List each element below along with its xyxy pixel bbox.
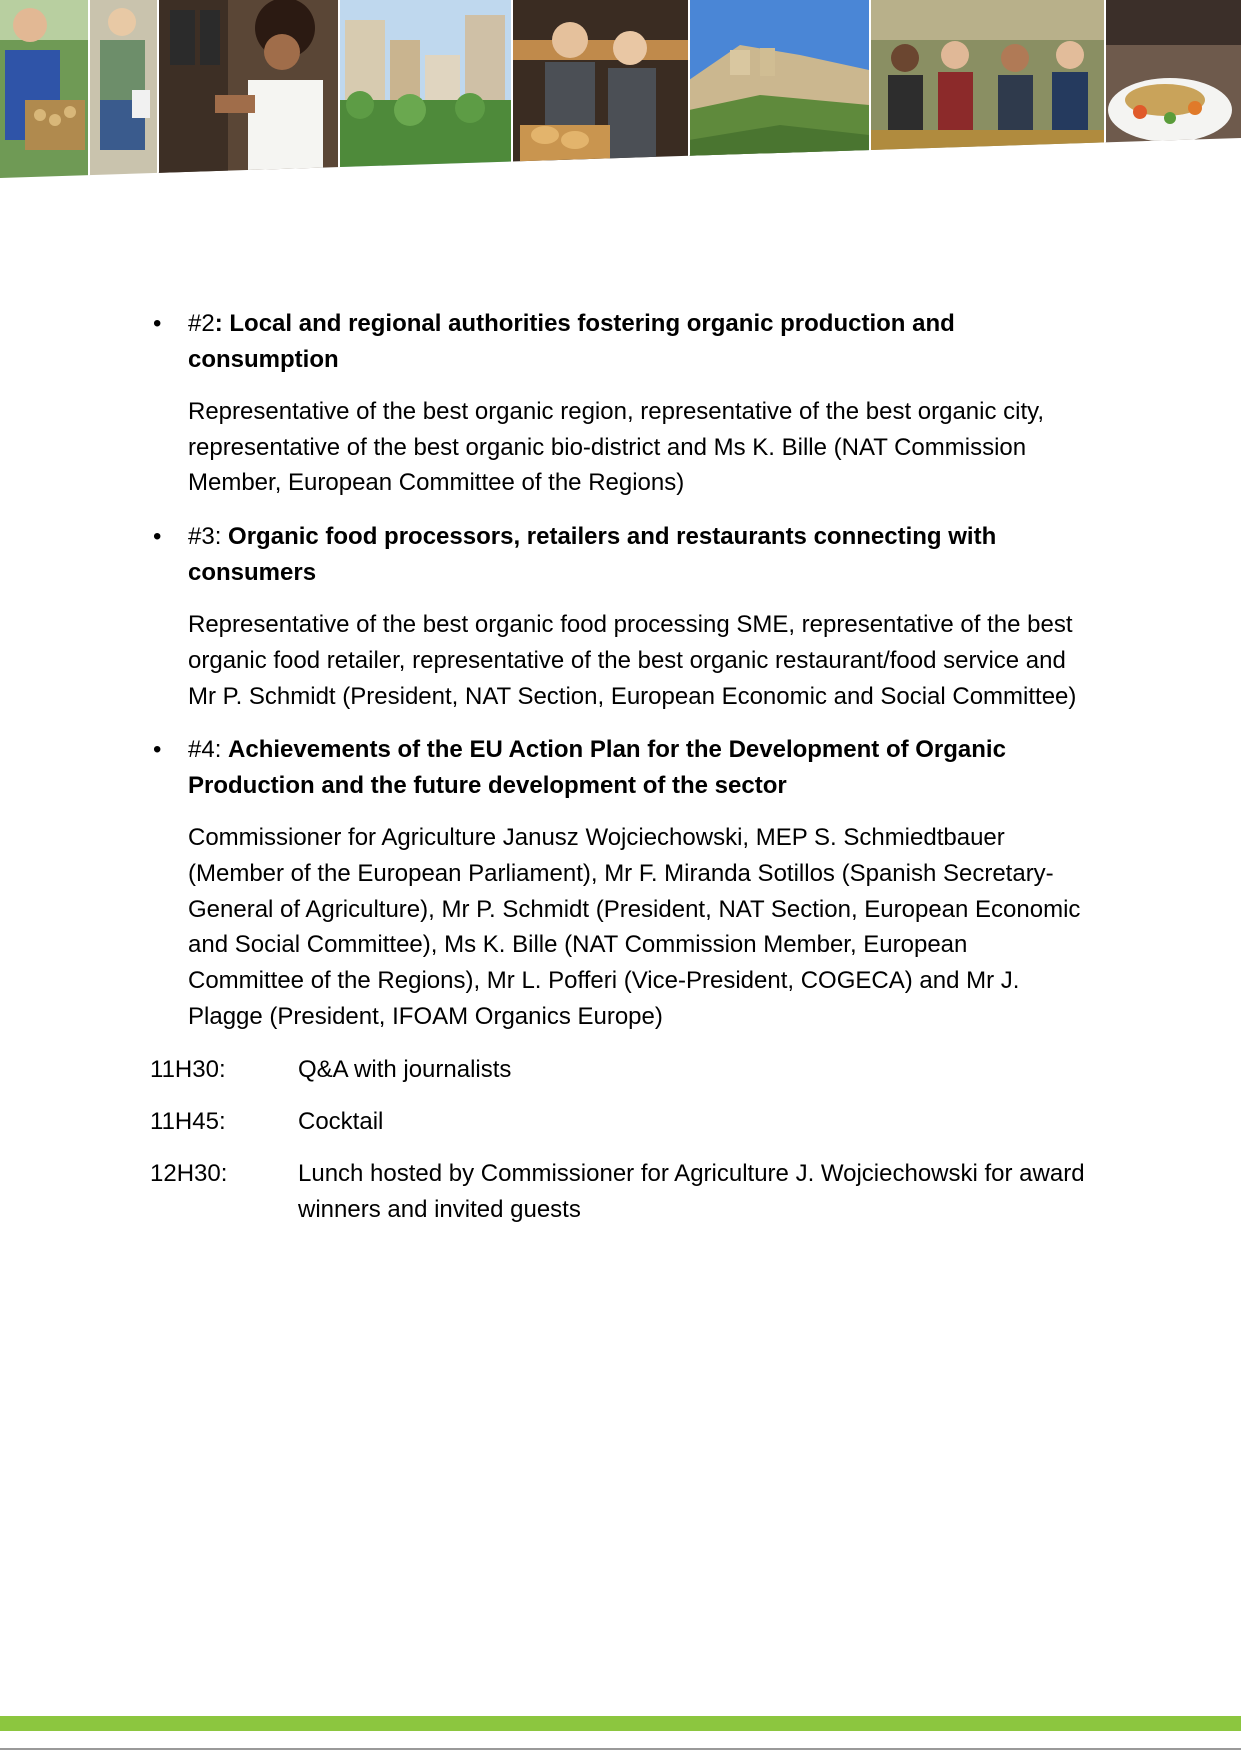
session-heading [188, 732, 1090, 804]
footer-rule [0, 1748, 1241, 1750]
session-title: Achievements of the EU Action Plan for the Development of Organic Production and the future development of the sector [188, 736, 1006, 800]
session-item [150, 519, 1090, 714]
agenda-description: Cocktail [298, 1108, 384, 1136]
group-photo [870, 0, 1104, 180]
agenda-time: 12H30: [150, 1160, 228, 1188]
session-speakers: Commissioner for Agriculture Janusz Wojciechowski, MEP S. Schmiedtbauer (Member of the European Parliament), Mr F. Miranda Sotillos (Spanish Secretary-General of Agriculture), Mr P. Schmidt (President, NAT Section, European Economic and Social Committee), Ms K. Bille (NAT Commission Member, European Committee of the Regions), Mr L. Pofferi (Vice-President, COGECA) and Mr J. Plagge (President, IFOAM Organics Europe) [188, 824, 1081, 1030]
agenda-row [150, 1052, 1090, 1088]
farmer-photo [0, 0, 88, 180]
agenda-row [150, 1104, 1090, 1140]
hill-village-photo [689, 0, 869, 180]
session-number: #4 [188, 736, 215, 764]
session-title: Organic food processors, retailers and restaurants connecting with consumers [188, 523, 997, 587]
bakers-photo [512, 0, 688, 180]
session-heading [188, 306, 1090, 378]
city-photo [339, 0, 511, 180]
session-separator: : [214, 523, 229, 551]
footer-green-bar [0, 1716, 1241, 1731]
agenda-row [150, 1156, 1090, 1228]
woman-jar-photo [89, 0, 157, 180]
bullet-icon: • [153, 523, 162, 551]
session-item [150, 306, 1090, 501]
session-separator: : [214, 310, 230, 337]
woman-dispenser-photo [158, 0, 338, 180]
session-separator: : [214, 736, 229, 764]
agenda-time: 11H45: [150, 1108, 226, 1136]
agenda-description: Lunch hosted by Commissioner for Agriculture J. Wojciechowski for award winners and invited guests [298, 1160, 1085, 1224]
food-plate-photo [1105, 0, 1241, 180]
session-heading [188, 519, 1090, 591]
bullet-icon: • [153, 736, 162, 764]
session-speakers: Representative of the best organic region, representative of the best organic city, representative of the best organic bio-district and Ms K. Bille (NAT Commission Member, European Committee of the Regions) [188, 398, 1045, 497]
session-speakers: Representative of the best organic food processing SME, representative of the best organic food retailer, representative of the best organic restaurant/food service and Mr P. Schmidt (President, NAT Section, European Economic and Social Committee) [188, 611, 1077, 710]
session-number: #3 [188, 523, 215, 551]
session-title: Local and regional authorities fostering organic production and consumption [188, 310, 955, 373]
bullet-icon: • [153, 310, 162, 337]
agenda-description: Q&A with journalists [298, 1056, 512, 1084]
session-item [150, 732, 1090, 1034]
programme-content [150, 306, 1090, 1244]
session-number: #2 [188, 310, 215, 337]
agenda-time: 11H30: [150, 1056, 226, 1084]
header-photo-strip [0, 0, 1241, 180]
